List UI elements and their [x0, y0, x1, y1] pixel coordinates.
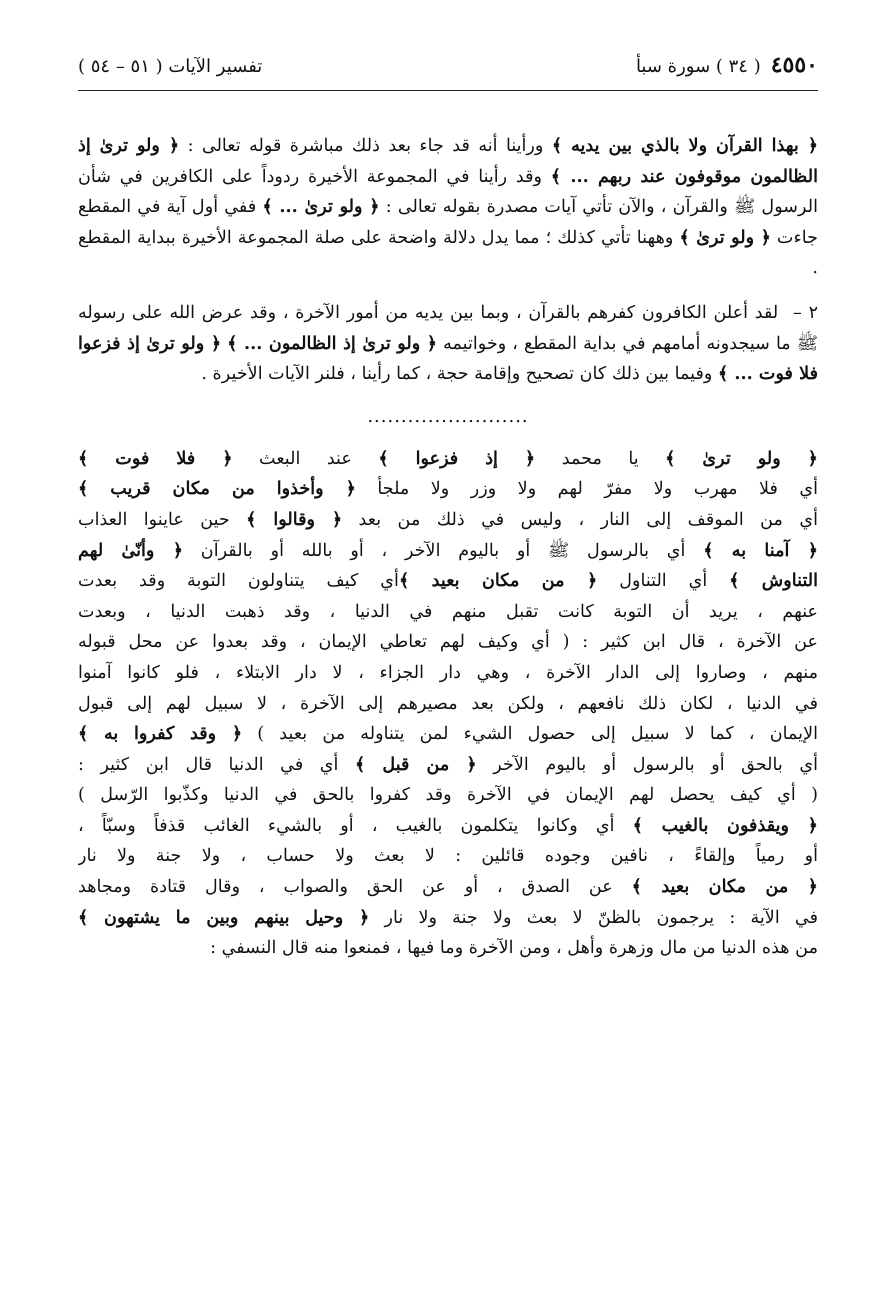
tafsir-line: [78, 903, 818, 934]
commentary-text: عنهم ، يريد أن التوبة كانت تقبل منهم في الدنيا ، وقد ذهبت الدنيا ، وبعدت: [78, 601, 818, 622]
tafsir-line: [78, 627, 818, 658]
item-number: ٢ –: [793, 302, 819, 323]
tafsir-line: [78, 474, 818, 505]
tafsir-line: [78, 841, 818, 872]
surah-label: ( ٣٤ ) سورة سبأ: [635, 56, 761, 77]
commentary-text: أي بالرسول ﷺ أو باليوم الآخر ، أو بالله أو بالقرآن: [183, 540, 704, 561]
commentary-text: أي في الدنيا قال ابن كثير :: [78, 754, 355, 775]
paragraph-text: لقد أعلن الكافرون كفرهم بالقرآن ، وبما بين يديه من أمور الآخرة ، وقد عرض الله على رسوله ﷺ ما سيجدونه أمامهم في بداية المقطع ، وخواتيمه: [78, 302, 818, 354]
quran-quote: ﴿ ولو ترىٰ ﴾: [679, 226, 771, 248]
commentary-text: أو رمياً وإلقاءً ، نافين وجوده قائلين : لا بعث ولا حساب ، ولا جنة ولا نار: [78, 846, 818, 867]
quran-quote: التناوش ﴾: [729, 570, 818, 592]
commentary-text: من هذه الدنيا من مال وزهرة وأهل ، ومن الآخرة وما فيها ، فمنعوا منه قال النسفي :: [210, 938, 818, 959]
quran-quote: ﴿ ولو ترىٰ إذ الظالمون ... ﴾: [227, 332, 438, 354]
tafsir-line: [78, 811, 818, 842]
section-label: تفسير الآيات ( ٥١ – ٥٤ ): [78, 56, 263, 77]
tafsir-line: [78, 444, 818, 475]
commentary-text: في الدنيا ، لكان ذلك نافعهم ، ولكن بعد مصيرهم إلى الآخرة ، لا سبيل لهم إلى قبول: [78, 693, 818, 714]
quran-quote: ﴿ ولو ترىٰ إذ فزعوا فلا فوت ... ﴾: [78, 332, 818, 385]
quran-quote: ﴿ وحيل بينهم وبين ما يشتهون ﴾: [78, 906, 370, 928]
quran-quote: ﴿ وقد كفروا به ﴾: [78, 723, 243, 745]
paragraph-text: ففي أول آية في المقطع جاءت: [78, 197, 818, 248]
header-rule: [78, 90, 818, 91]
tafsir-line: [78, 780, 818, 811]
quran-quote: ﴿ آمنا به ﴾: [703, 539, 818, 561]
commentary-text: الإيمان ، كما لا سبيل إلى حصول الشيء لمن يتناوله من بعيد ): [242, 724, 818, 745]
paragraph-text: ورأينا أنه قد جاء بعد ذلك مباشرة قوله تعالى :: [179, 136, 552, 156]
tafsir-line: [78, 658, 818, 689]
running-head: [78, 52, 818, 88]
commentary-text: حين عاينوا العذاب: [78, 509, 247, 530]
tafsir-line: [78, 566, 818, 597]
intro-paragraph-2: [78, 298, 818, 390]
quran-quote: ﴿ ولو ترىٰ ... ﴾: [262, 196, 380, 218]
tafsir-line: [78, 505, 818, 536]
commentary-text: عند البعث: [232, 448, 379, 469]
quran-quote: ﴿ من مكان بعيد ﴾: [631, 876, 818, 898]
paragraph-text: وفيما بين ذلك كان تصحيح وإقامة حجة ، كما رأينا ، فلنر الآيات الأخيرة .: [201, 364, 718, 385]
commentary-text: أي من الموقف إلى النار ، وليس في ذلك من بعد: [342, 509, 818, 530]
section-separator: ........................: [367, 405, 529, 427]
tafsir-line: [78, 933, 818, 964]
commentary-text: أي وكانوا يتكلمون بالغيب ، أو بالشيء الغائب قذفاً وسبّاً ،: [78, 815, 633, 836]
tafsir-line: [78, 536, 818, 567]
quran-quote: ﴿ فلا فوت ﴾: [78, 447, 233, 469]
intro-paragraph-1: [78, 131, 818, 284]
quran-quote: ﴿ ولو ترىٰ إذ الظالمون موقوفون عند ربهم ... ﴾: [78, 135, 818, 187]
paragraph-text: وقد رأينا في المجموعة الأخيرة ردوداً على الكافرين في شأن الرسول ﷺ والقرآن ، والآن تأتي آيات مصدرة بقوله تعالى :: [78, 166, 818, 218]
commentary-text: عن الآخرة ، قال ابن كثير : ( أي وكيف لهم تعاطي الإيمان ، وقد بعدوا عن محل قبوله: [78, 632, 818, 653]
paragraph-text: وههنا تأتي كذلك ؛ مما يدل دلالة واضحة على صلة المجموعة الأخيرة ببداية المقطع .: [78, 227, 818, 279]
quran-quote: ﴿ ويقذفون بالغيب ﴾: [632, 814, 818, 836]
page-number: ٤٥٥٠: [770, 52, 818, 78]
commentary-text: أي كيف يتناولون التوبة وقد بعدت: [78, 571, 399, 592]
quran-quote: ﴿ من قبل ﴾: [355, 753, 477, 775]
tafsir-line: [78, 689, 818, 720]
book-page: [78, 52, 818, 1282]
tafsir-line: [78, 872, 818, 903]
tafsir-line: [78, 597, 818, 628]
commentary-text: أي بالحق أو بالرسول أو باليوم الآخر: [476, 754, 818, 775]
quran-quote: ﴿ وأخذوا من مكان قريب ﴾: [78, 478, 356, 500]
quran-quote: ﴿ وقالوا ﴾: [246, 508, 343, 530]
commentary-text: أي فلا مهرب ولا مفرّ لهم ولا وزر ولا ملجأ: [355, 479, 818, 500]
commentary-text: أي التناول: [597, 571, 730, 592]
running-head-right: [636, 52, 818, 78]
quran-quote: ﴿ من مكان بعيد ﴾: [398, 570, 598, 592]
commentary-text: ( أي كيف يحصل لهم الإيمان في الآخرة وقد كفروا بالحق في الدنيا وكذّبوا الرّسل ): [78, 785, 818, 806]
tafsir-body: [78, 444, 818, 964]
quran-quote: ﴿ ولو ترىٰ ﴾: [665, 447, 818, 469]
commentary-text: يا محمد: [535, 448, 666, 469]
quran-quote: ﴿ وأنّىٰ لهم: [78, 539, 184, 561]
tafsir-line: [78, 719, 818, 750]
quran-quote: ﴿ بهذا القرآن ولا بالذي بين يديه ﴾: [551, 135, 819, 156]
commentary-text: عن الصدق ، أو عن الحق والصواب ، وقال قتادة ومجاهد: [78, 877, 632, 898]
commentary-text: في الآية : يرجمون بالظنّ لا بعث ولا جنة ولا نار: [369, 907, 818, 928]
tafsir-line: [78, 750, 818, 781]
quran-quote: ﴿ إذ فزعوا ﴾: [378, 447, 536, 469]
commentary-text: منهم ، وصاروا إلى الدار الآخرة ، وهي دار الجزاء ، لا دار الابتلاء ، فلو كانوا آمنوا: [78, 662, 818, 683]
